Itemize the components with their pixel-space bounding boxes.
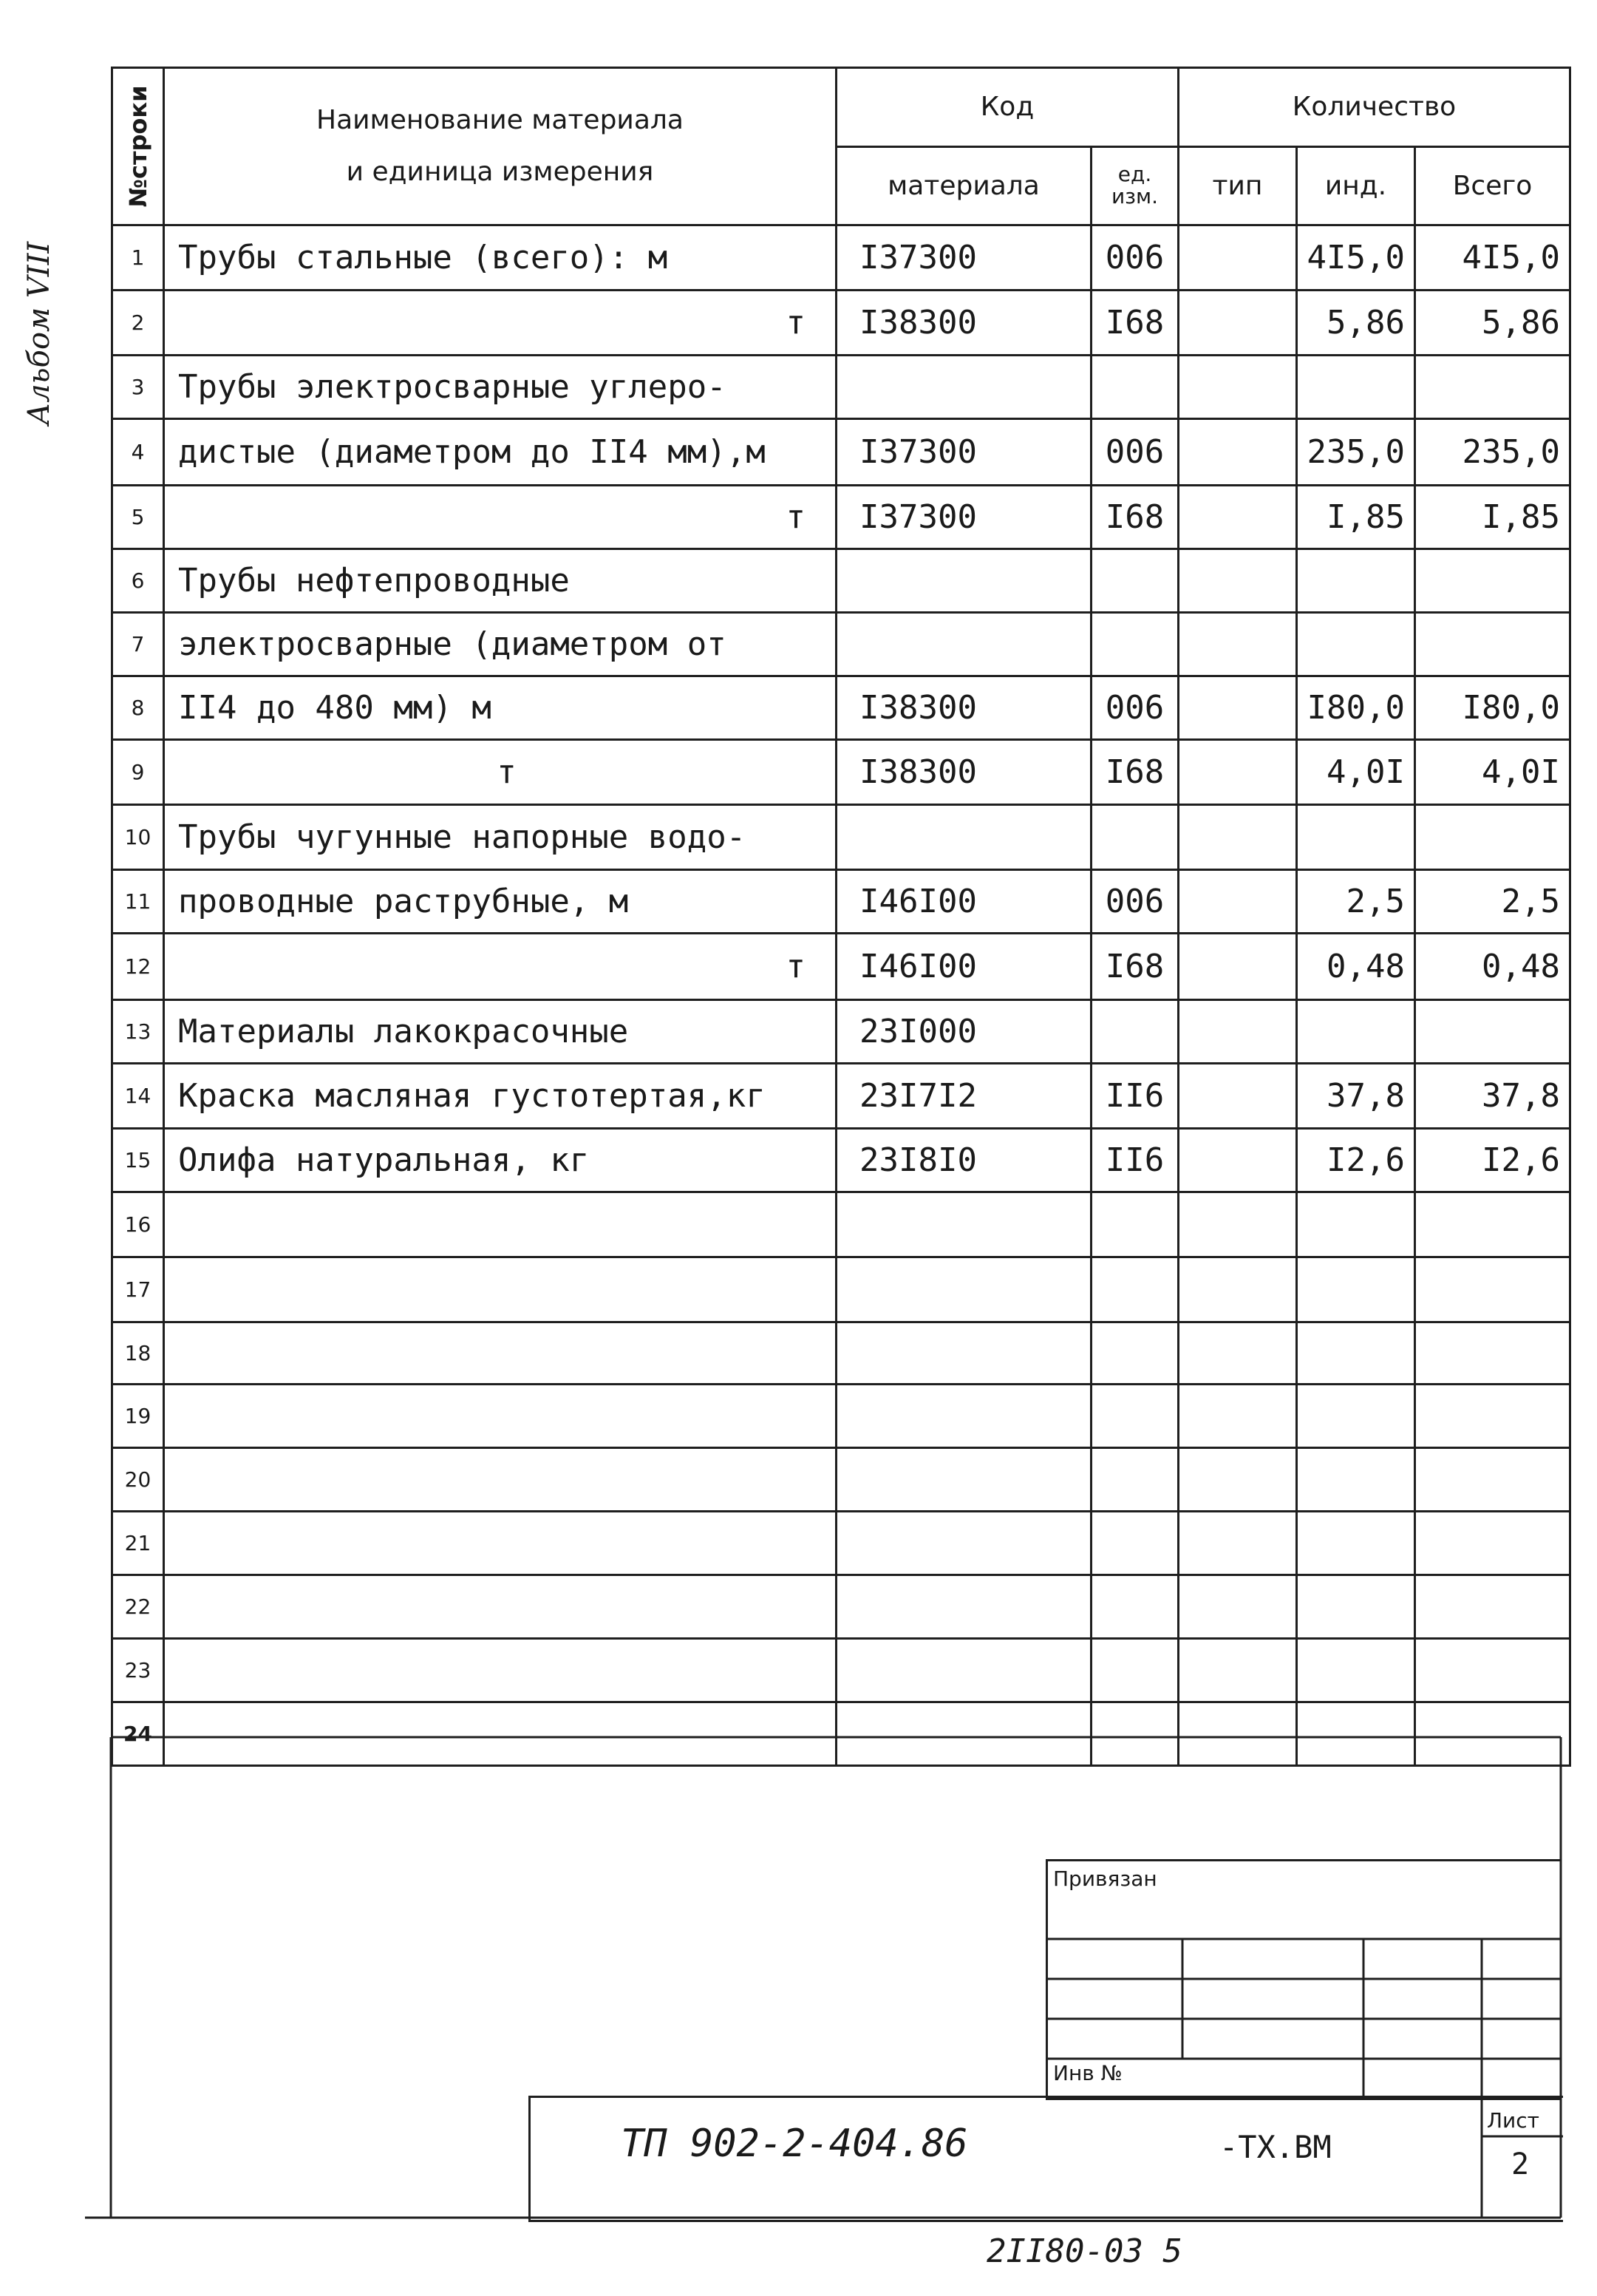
qty-total: 0,48 <box>1415 934 1570 1000</box>
qty-total <box>1415 1192 1570 1257</box>
material-name <box>164 1192 837 1257</box>
material-name <box>164 1322 837 1385</box>
footer-number: 2II80-03 5 <box>987 2232 1182 2270</box>
material-name: Краска масляная густотертая,кг <box>164 1064 837 1129</box>
row-number: 4 <box>112 419 164 486</box>
material-code: I46I00 <box>837 870 1092 934</box>
qty-ind: 0,48 <box>1297 934 1415 1000</box>
table-row <box>112 1385 1570 1448</box>
material-name: Трубы электросварные углеро- <box>164 356 837 419</box>
material-code <box>837 1575 1092 1639</box>
qty-ind: I,85 <box>1297 486 1415 549</box>
material-name <box>164 1639 837 1702</box>
material-name: Олифа натуральная, кг <box>164 1129 837 1192</box>
qty-ind: I2,6 <box>1297 1129 1415 1192</box>
attachment-stamp <box>1046 1859 1562 2100</box>
qty-type <box>1179 1512 1297 1575</box>
material-code: I38300 <box>837 676 1092 740</box>
row-number: 24 <box>112 1702 164 1766</box>
row-number: 3 <box>112 356 164 419</box>
unit-code <box>1092 1000 1179 1064</box>
qty-ind: 4,0I <box>1297 740 1415 805</box>
row-number: 23 <box>112 1639 164 1702</box>
stamp-grid <box>1046 1859 1562 2096</box>
unit-code: 006 <box>1092 225 1179 291</box>
qty-ind <box>1297 1448 1415 1512</box>
row-number: 2 <box>112 291 164 356</box>
qty-total <box>1415 1512 1570 1575</box>
material-code <box>837 1512 1092 1575</box>
unit-code <box>1092 1257 1179 1322</box>
qty-total <box>1415 1575 1570 1639</box>
material-name: т <box>164 740 837 805</box>
row-number: 21 <box>112 1512 164 1575</box>
row-number: 10 <box>112 805 164 870</box>
qty-type <box>1179 486 1297 549</box>
qty-type <box>1179 1702 1297 1766</box>
material-code <box>837 1448 1092 1512</box>
materials-table <box>111 67 1571 1767</box>
code-material-header: материала <box>837 146 1092 225</box>
material-name <box>164 1385 837 1448</box>
qty-total <box>1415 1000 1570 1064</box>
material-code: I38300 <box>837 291 1092 356</box>
qty-ind <box>1297 1512 1415 1575</box>
material-name <box>164 1448 837 1512</box>
table-row <box>112 870 1570 934</box>
qty-type-header: тип <box>1179 146 1297 225</box>
table-row <box>112 1575 1570 1639</box>
qty-type <box>1179 1064 1297 1129</box>
materials-table-body <box>112 225 1570 1766</box>
code-group-header: Код <box>837 68 1179 147</box>
row-number: 22 <box>112 1575 164 1639</box>
row-number: 5 <box>112 486 164 549</box>
material-code <box>837 356 1092 419</box>
unit-code: 006 <box>1092 676 1179 740</box>
material-name <box>164 1257 837 1322</box>
material-code <box>837 1702 1092 1766</box>
table-row <box>112 613 1570 676</box>
qty-total <box>1415 1702 1570 1766</box>
material-code: I37300 <box>837 225 1092 291</box>
row-number: 15 <box>112 1129 164 1192</box>
unit-code: I68 <box>1092 486 1179 549</box>
unit-code: II6 <box>1092 1064 1179 1129</box>
qty-total: 235,0 <box>1415 419 1570 486</box>
material-name: Трубы чугунные напорные водо- <box>164 805 837 870</box>
row-number: 1 <box>112 225 164 291</box>
inventory-label: Инв № <box>1053 2061 1123 2085</box>
qty-total <box>1415 805 1570 870</box>
material-code <box>837 549 1092 613</box>
attached-label: Привязан <box>1053 1867 1157 1891</box>
table-row <box>112 805 1570 870</box>
qty-type <box>1179 1639 1297 1702</box>
sheet-number: 2 <box>1511 2147 1530 2181</box>
material-code: 23I000 <box>837 1000 1092 1064</box>
material-code: I37300 <box>837 419 1092 486</box>
row-number: 12 <box>112 934 164 1000</box>
qty-ind <box>1297 1322 1415 1385</box>
unit-code <box>1092 613 1179 676</box>
qty-ind <box>1297 1639 1415 1702</box>
qty-ind-header: инд. <box>1297 146 1415 225</box>
material-code: I38300 <box>837 740 1092 805</box>
row-number: 17 <box>112 1257 164 1322</box>
unit-code: 006 <box>1092 870 1179 934</box>
album-side-note: Альбом VIII <box>22 241 56 425</box>
qty-type <box>1179 1385 1297 1448</box>
qty-total: 2,5 <box>1415 870 1570 934</box>
table-row <box>112 1129 1570 1192</box>
material-name: Материалы лакокрасочные <box>164 1000 837 1064</box>
table-row <box>112 291 1570 356</box>
unit-code: I68 <box>1092 291 1179 356</box>
sheet-label: Лист <box>1487 2108 1539 2133</box>
material-name <box>164 1512 837 1575</box>
qty-group-header: Количество <box>1179 68 1570 147</box>
row-number: 7 <box>112 613 164 676</box>
qty-type <box>1179 1448 1297 1512</box>
qty-type <box>1179 1192 1297 1257</box>
table-row <box>112 419 1570 486</box>
table-row <box>112 1512 1570 1575</box>
qty-ind <box>1297 1257 1415 1322</box>
qty-total: I2,6 <box>1415 1129 1570 1192</box>
qty-ind <box>1297 1000 1415 1064</box>
table-row <box>112 1322 1570 1385</box>
table-row <box>112 1448 1570 1512</box>
row-number: 14 <box>112 1064 164 1129</box>
table-row <box>112 486 1570 549</box>
qty-type <box>1179 225 1297 291</box>
unit-code: I68 <box>1092 740 1179 805</box>
row-number: 6 <box>112 549 164 613</box>
qty-total: I,85 <box>1415 486 1570 549</box>
material-name: II4 до 480 мм) м <box>164 676 837 740</box>
table-row <box>112 1257 1570 1322</box>
material-code: I46I00 <box>837 934 1092 1000</box>
qty-type <box>1179 1575 1297 1639</box>
table-row <box>112 549 1570 613</box>
material-name: т <box>164 486 837 549</box>
row-number: 9 <box>112 740 164 805</box>
qty-type <box>1179 676 1297 740</box>
qty-total: 5,86 <box>1415 291 1570 356</box>
qty-ind <box>1297 549 1415 613</box>
qty-type <box>1179 356 1297 419</box>
table-row <box>112 1064 1570 1129</box>
qty-type <box>1179 1257 1297 1322</box>
qty-ind: 2,5 <box>1297 870 1415 934</box>
material-code <box>837 805 1092 870</box>
unit-code: 006 <box>1092 419 1179 486</box>
unit-code <box>1092 1639 1179 1702</box>
qty-type <box>1179 870 1297 934</box>
table-row <box>112 1639 1570 1702</box>
material-name: дистые (диаметром до II4 мм),м <box>164 419 837 486</box>
qty-type <box>1179 549 1297 613</box>
qty-total <box>1415 549 1570 613</box>
unit-code <box>1092 1385 1179 1448</box>
material-name: проводные раструбные, м <box>164 870 837 934</box>
qty-type <box>1179 805 1297 870</box>
table-row <box>112 676 1570 740</box>
table-row <box>112 356 1570 419</box>
qty-total: 4I5,0 <box>1415 225 1570 291</box>
row-number: 18 <box>112 1322 164 1385</box>
row-number: 11 <box>112 870 164 934</box>
qty-ind <box>1297 613 1415 676</box>
material-code: I37300 <box>837 486 1092 549</box>
qty-total <box>1415 1385 1570 1448</box>
unit-code: II6 <box>1092 1129 1179 1192</box>
unit-code <box>1092 805 1179 870</box>
material-code <box>837 1322 1092 1385</box>
row-number-header: №строки <box>112 68 164 225</box>
name-header: Наименование материала и единица измерения <box>164 68 837 225</box>
qty-ind <box>1297 1192 1415 1257</box>
qty-type <box>1179 419 1297 486</box>
table-row <box>112 225 1570 291</box>
material-name: Трубы стальные (всего): м <box>164 225 837 291</box>
table-row <box>112 1192 1570 1257</box>
unit-code <box>1092 1512 1179 1575</box>
material-code <box>837 1192 1092 1257</box>
qty-ind <box>1297 356 1415 419</box>
material-code <box>837 613 1092 676</box>
qty-total <box>1415 1322 1570 1385</box>
qty-total <box>1415 1257 1570 1322</box>
qty-ind <box>1297 1575 1415 1639</box>
qty-type <box>1179 613 1297 676</box>
row-number: 8 <box>112 676 164 740</box>
qty-ind: 5,86 <box>1297 291 1415 356</box>
qty-ind: 4I5,0 <box>1297 225 1415 291</box>
code-unit-header: ед. изм. <box>1092 146 1179 225</box>
row-number: 19 <box>112 1385 164 1448</box>
qty-ind <box>1297 1702 1415 1766</box>
material-name <box>164 1702 837 1766</box>
qty-total <box>1415 1448 1570 1512</box>
qty-total <box>1415 356 1570 419</box>
table-row <box>112 934 1570 1000</box>
qty-type <box>1179 740 1297 805</box>
material-name: электросварные (диаметром от <box>164 613 837 676</box>
qty-type <box>1179 934 1297 1000</box>
table-row <box>112 1000 1570 1064</box>
material-name: т <box>164 934 837 1000</box>
qty-total: I80,0 <box>1415 676 1570 740</box>
table-row <box>112 1702 1570 1766</box>
qty-type <box>1179 1000 1297 1064</box>
qty-total: 37,8 <box>1415 1064 1570 1129</box>
unit-code <box>1092 1322 1179 1385</box>
row-number: 20 <box>112 1448 164 1512</box>
qty-ind: 37,8 <box>1297 1064 1415 1129</box>
unit-code <box>1092 1448 1179 1512</box>
table-row <box>112 740 1570 805</box>
unit-code <box>1092 1575 1179 1639</box>
qty-ind: 235,0 <box>1297 419 1415 486</box>
unit-code <box>1092 1192 1179 1257</box>
material-code <box>837 1385 1092 1448</box>
qty-ind <box>1297 1385 1415 1448</box>
qty-type <box>1179 291 1297 356</box>
document-code: ТП 902-2-404.86 <box>621 2122 968 2166</box>
material-code <box>837 1257 1092 1322</box>
unit-code: I68 <box>1092 934 1179 1000</box>
material-name: т <box>164 291 837 356</box>
qty-total <box>1415 613 1570 676</box>
qty-ind <box>1297 805 1415 870</box>
document-suffix: -ТХ.ВМ <box>1219 2129 1332 2165</box>
unit-code <box>1092 549 1179 613</box>
material-code <box>837 1639 1092 1702</box>
qty-type <box>1179 1129 1297 1192</box>
qty-ind: I80,0 <box>1297 676 1415 740</box>
material-name <box>164 1575 837 1639</box>
row-number: 16 <box>112 1192 164 1257</box>
material-name: Трубы нефтепроводные <box>164 549 837 613</box>
material-code: 23I7I2 <box>837 1064 1092 1129</box>
material-code: 23I8I0 <box>837 1129 1092 1192</box>
qty-total: 4,0I <box>1415 740 1570 805</box>
qty-total <box>1415 1639 1570 1702</box>
qty-type <box>1179 1322 1297 1385</box>
qty-total-header: Всего <box>1415 146 1570 225</box>
unit-code <box>1092 1702 1179 1766</box>
unit-code <box>1092 356 1179 419</box>
row-number: 13 <box>112 1000 164 1064</box>
